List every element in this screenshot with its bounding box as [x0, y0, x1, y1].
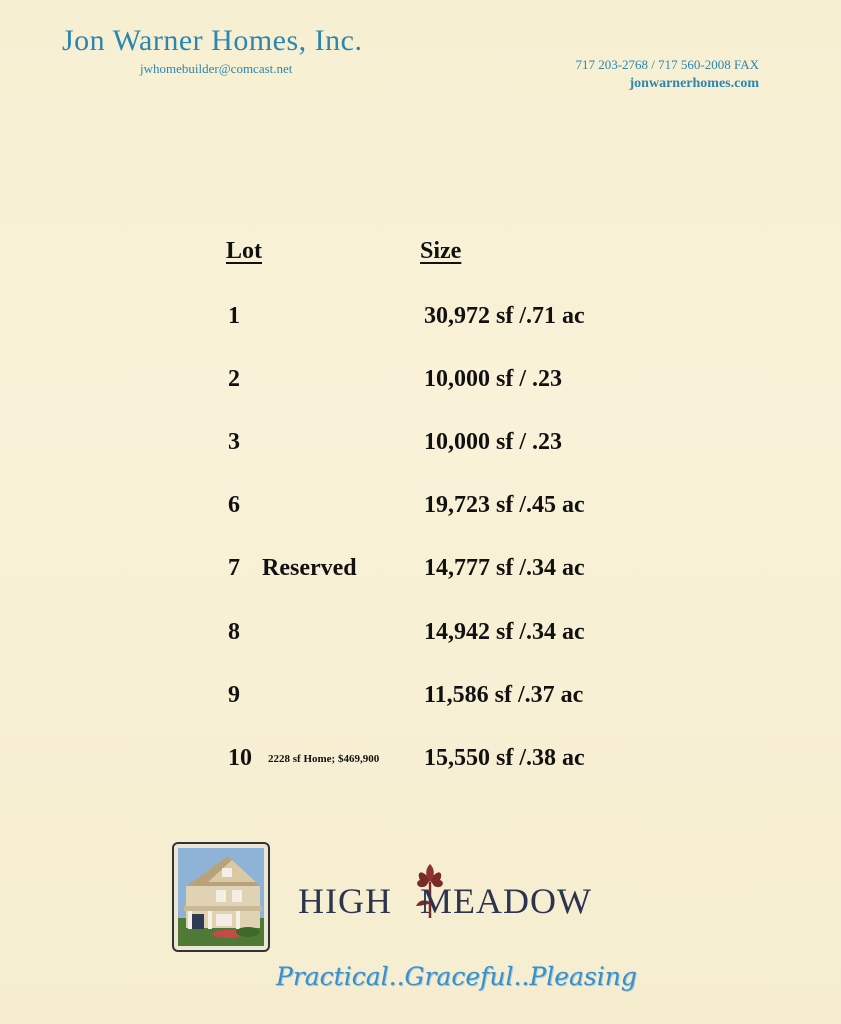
- lot-number: 9: [228, 682, 240, 708]
- lot-number: 8: [228, 619, 240, 645]
- table-row: [0, 429, 841, 459]
- column-header-lot: Lot: [226, 238, 262, 264]
- lot-size: 15,550 sf /.38 ac: [424, 745, 585, 771]
- lot-size: 14,777 sf /.34 ac: [424, 555, 585, 581]
- lot-number: 1: [228, 303, 240, 329]
- table-row: [0, 366, 841, 396]
- company-email: jwhomebuilder@comcast.net: [140, 61, 293, 76]
- table-row: [0, 303, 841, 333]
- lot-number: 3: [228, 429, 240, 455]
- house-photo: [172, 842, 270, 952]
- lot-size: 10,000 sf / .23: [424, 366, 562, 392]
- lot-size: 14,942 sf /.34 ac: [424, 619, 585, 645]
- lot-note: 2228 sf Home; $469,900: [268, 753, 380, 765]
- company-phone: 717 203-2768 / 717 560-2008 FAX: [575, 57, 759, 72]
- brand-word-high: HIGH: [298, 881, 392, 921]
- table-row: [0, 555, 841, 585]
- company-website: jonwarnerhomes.com: [629, 76, 759, 91]
- column-header-size: Size: [420, 238, 462, 264]
- lot-number: 6: [228, 492, 240, 518]
- lot-number: 7: [228, 555, 240, 581]
- company-name: Jon Warner Homes, Inc.: [62, 24, 363, 57]
- lot-size: 11,586 sf /.37 ac: [424, 682, 584, 708]
- lot-number: 2: [228, 366, 240, 392]
- table-row: [0, 492, 841, 522]
- lot-size: 19,723 sf /.45 ac: [424, 492, 585, 518]
- table-row: [0, 682, 841, 712]
- table-row: [0, 619, 841, 649]
- brand-tagline: Practical..Graceful..Pleasing: [276, 962, 637, 991]
- lot-size: 30,972 sf /.71 ac: [424, 303, 585, 329]
- house-illustration: [178, 848, 264, 946]
- brand-word-meadow: MEADOW: [419, 881, 592, 921]
- lot-size: 10,000 sf / .23: [424, 429, 562, 455]
- table-row: [0, 745, 841, 775]
- lot-number: 10: [228, 745, 252, 771]
- lot-note: Reserved: [262, 555, 357, 581]
- high-meadow-brand: [298, 880, 592, 922]
